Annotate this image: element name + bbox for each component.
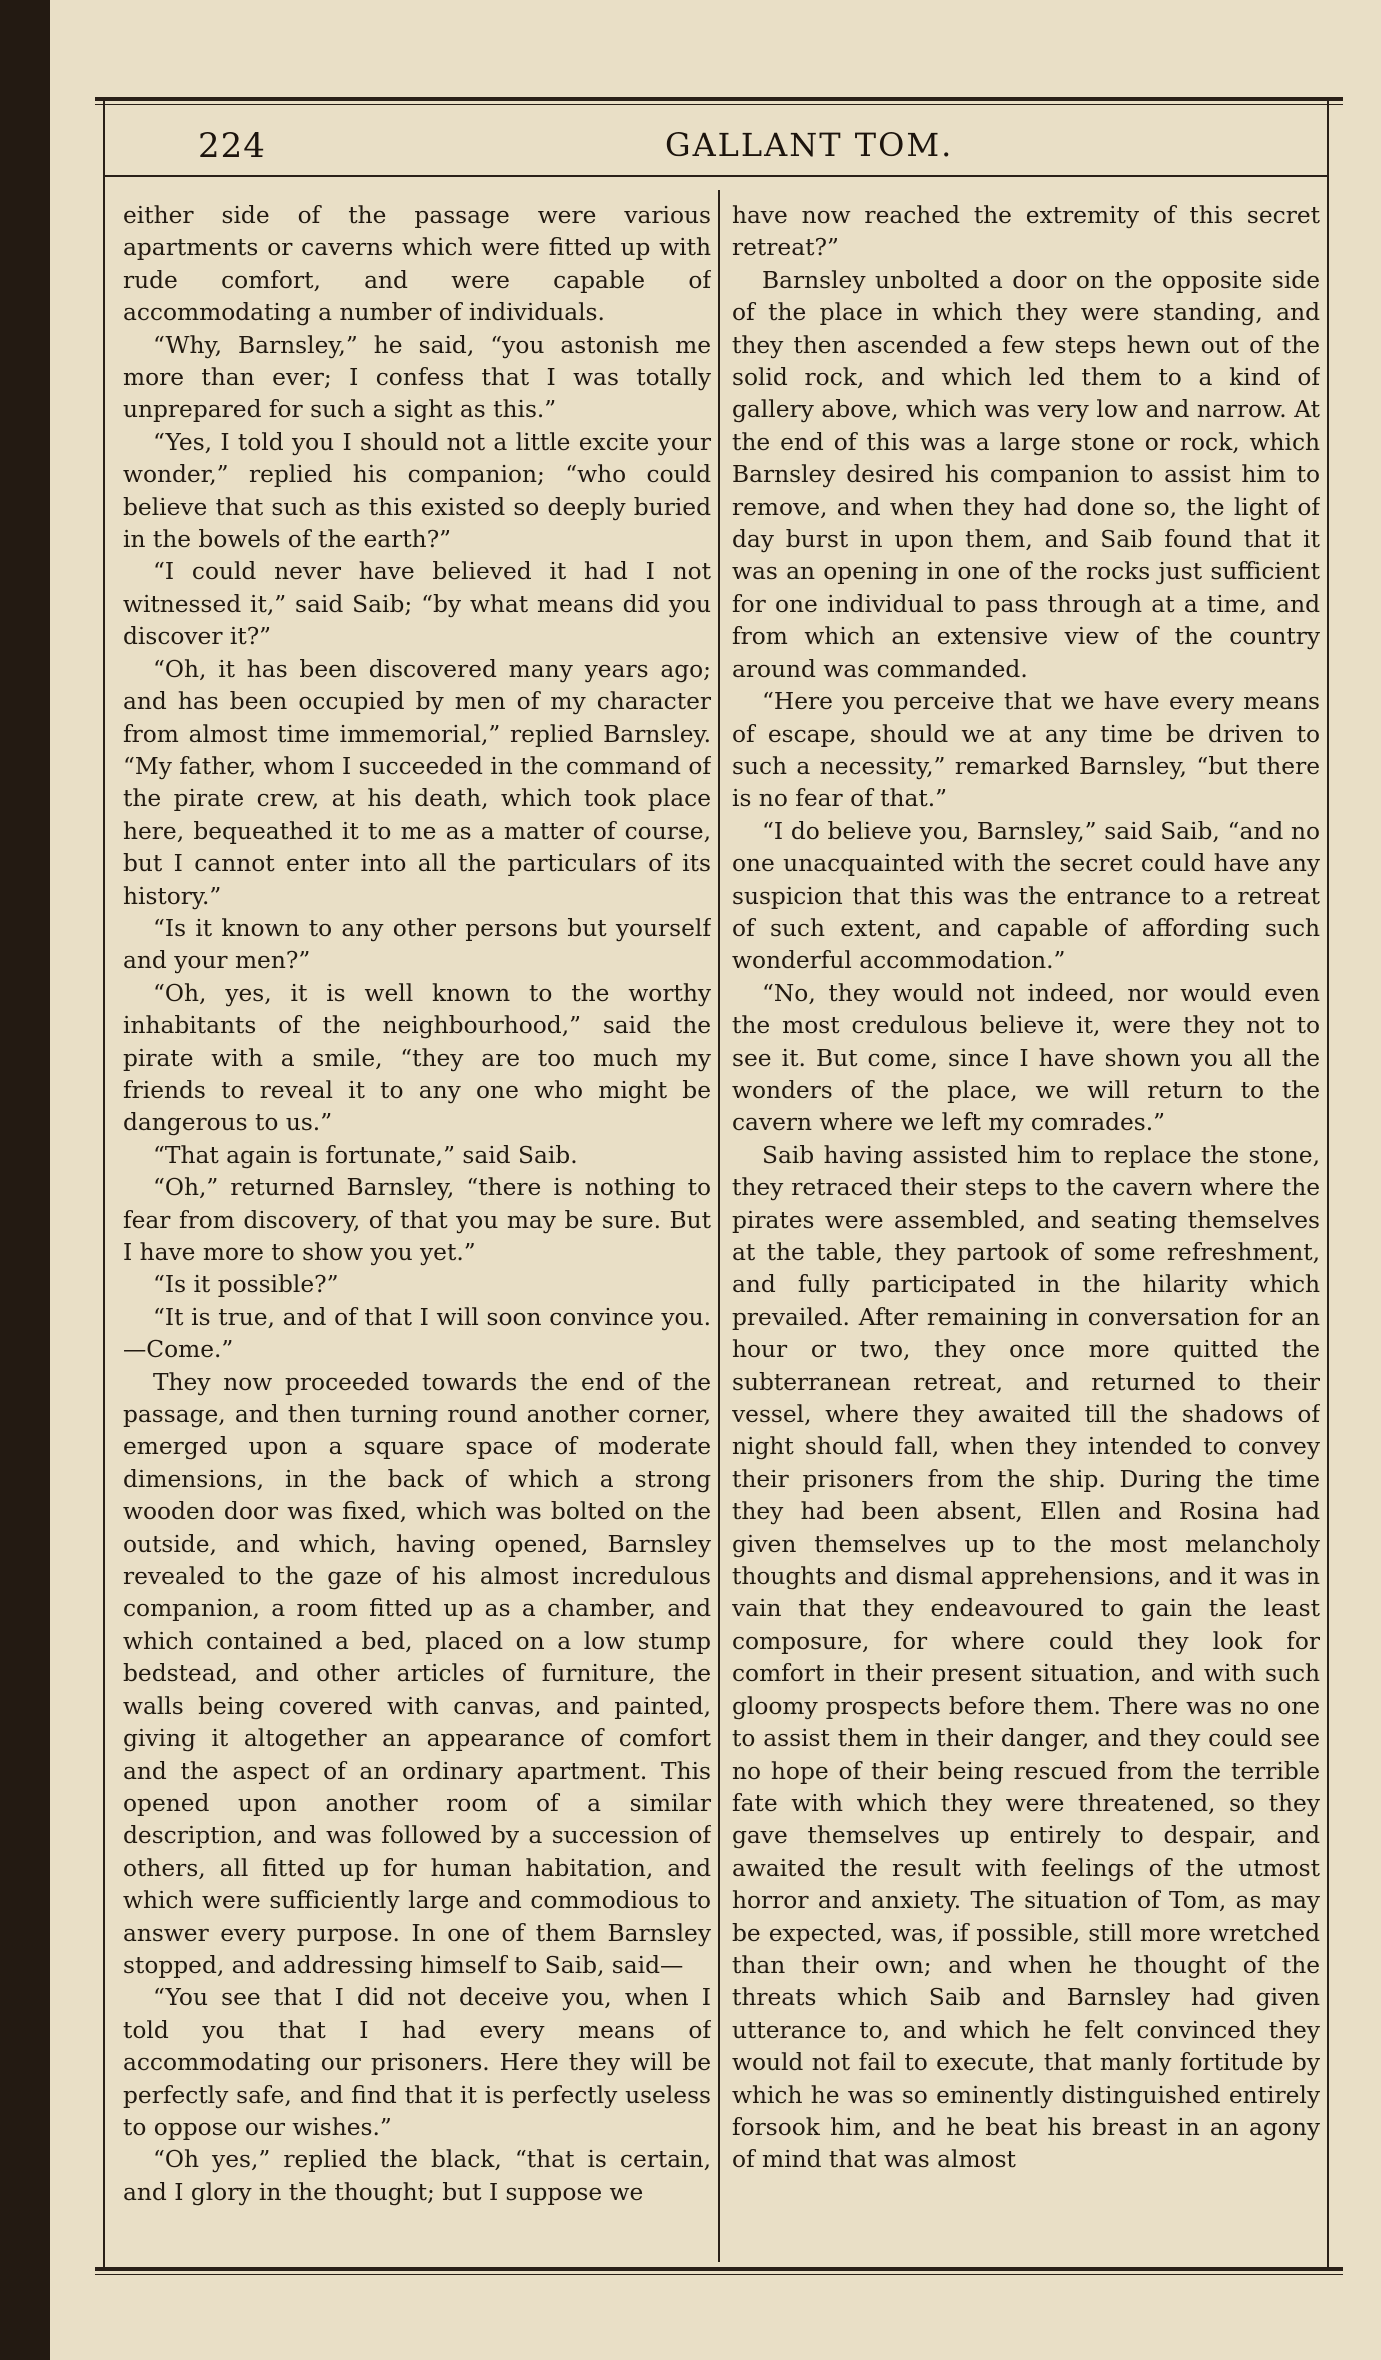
paragraph: “Oh, it has been discovered many years ago; and has been occupied by men of my character from almost time immemorial,” replied Barnsley. “My father, whom I succeeded in the command of the pirate crew, at his death, which took place here, bequeathed it to me as a matter of course, but I cannot enter into all the particulars of its history.” [123, 655, 711, 910]
paragraph: have now reached the extremity of this secret retreat?” [732, 202, 1320, 262]
text-column-left [123, 200, 711, 2255]
paragraph: “It is true, and of that I will soon convince you.—Come.” [123, 1303, 711, 1364]
bottom-border-rule-thin [95, 2274, 1343, 2275]
page-number: 224 [198, 126, 266, 166]
paragraph: “Yes, I told you I should not a little excite your wonder,” replied his companion; “who could believe that such as this existed so deeply buried in the bowels of the earth?” [123, 428, 711, 554]
paragraph: “I do believe you, Barnsley,” said Saib, “and no one unacquainted with the secret could have any suspicion that this was the entrance to a retreat of such extent, and capable of affording such wonderful accommodation.” [732, 817, 1320, 975]
top-border-rule [95, 97, 1343, 101]
left-border-rule [103, 101, 105, 2269]
paragraph: “Is it possible?” [153, 1271, 339, 1299]
paragraph: “Is it known to any other persons but yourself and your men?” [123, 914, 711, 975]
page-sheet [50, 0, 1381, 2360]
column-divider [718, 190, 720, 2262]
paragraph: “That again is fortunate,” said Saib. [153, 1141, 578, 1169]
top-border-rule-thin [95, 104, 1343, 105]
right-border-rule [1327, 101, 1329, 2269]
text-column-right [732, 200, 1320, 2255]
running-title: GALLANT TOM. [665, 126, 954, 164]
paragraph: “Oh, yes, it is well known to the worthy inhabitants of the neighbourhood,” said the pirate with a smile, “they are too much my friends to reveal it to any one who might be dangerous to us.” [123, 979, 711, 1137]
paragraph: “Oh,” returned Barnsley, “there is nothing to fear from discovery, of that you may be sure. But I have more to show you yet.” [123, 1174, 711, 1266]
paragraph: “No, they would not indeed, nor would even the most credulous believe it, were they not to see it. But come, since I have shown you all the wonders of the place, we will return to the cavern where we left my comrades.” [732, 979, 1320, 1137]
paragraph: “Oh yes,” replied the black, “that is certain, and I glory in the thought; but I suppose we [123, 2146, 711, 2206]
paragraph: Barnsley unbolted a door on the opposite side of the place in which they were standing, and they then ascended a few steps hewn out of the solid rock, and which led them to a kind of gallery above, which was very low and narrow. At the end of this was a large stone or rock, which Barnsley desired his companion to assist him to remove, and when they had done so, the light of day burst in upon them, and Saib found that it was an opening in one of the rocks just sufficient for one individual to pass through at a time, and from which an extensive view of the country around was commanded. [732, 266, 1320, 683]
paragraph: either side of the passage were various apartments or caverns which were fitted up with rude comfort, and were capable of accommodating a number of individuals. [123, 202, 711, 327]
paragraph: Saib having assisted him to replace the stone, they retraced their steps to the cavern where the pirates were assembled, and seating themselves at the table, they partook of some refreshment, and fully participated in the hilarity which prevailed. After remaining in conversation for an hour or two, they once more quitted the subterranean retreat, and returned to their vessel, where they awaited till the shadows of night should fall, when they intended to convey their prisoners from the ship. During the time they had been absent, Ellen and Rosina had given themselves up to the most melancholy thoughts and dismal apprehensions, and it was in vain that they endeavoured to gain the least composure, for where could they look for comfort in their present situation, and with such gloomy prospects before them. There was no one to assist them in their danger, and they could see no hope of their being rescued from the terrible fate with which they were threatened, so they gave themselves up entirely to despair, and awaited the result with feelings of the utmost horror and anxiety. The situation of Tom, as may be expected, was, if possible, still more wretched than their own; and when he thought of the threats which Saib and Barnsley had given utterance to, and which he felt convinced they would not fail to execute, that manly fortitude by which he was so eminently distinguished entirely forsook him, and he beat his breast in an agony of mind that was almost [732, 1141, 1320, 2174]
bottom-border-rule [95, 2267, 1343, 2271]
paragraph: “You see that I did not deceive you, when I told you that I had every means of accommodating our prisoners. Here they will be perfectly safe, and find that it is perfectly useless to oppose our wishes.” [123, 1984, 711, 2141]
paragraph: “Why, Barnsley,” he said, “you astonish me more than ever; I confess that I was totally unprepared for such a sight as this.” [123, 331, 711, 424]
paragraph: “Here you perceive that we have every means of escape, should we at any time be driven to such a necessity,” remarked Barnsley, “but there is no fear of that.” [732, 688, 1320, 813]
header-rule [103, 175, 1329, 177]
paragraph: “I could never have believed it had I not witnessed it,” said Saib; “by what means did you discover it?” [123, 558, 711, 651]
paragraph: They now proceeded towards the end of the passage, and then turning round another corner, emerged upon a square space of moderate dimensions, in the back of which a strong wooden door was fixed, which was bolted on the outside, and which, having opened, Barnsley revealed to the gaze of his almost incredulous companion, a room fitted up as a chamber, and which contained a bed, placed on a low stump bedstead, and other articles of furniture, the walls being covered with canvas, and painted, giving it altogether an appearance of comfort and the aspect of an ordinary apartment. This opened upon another room of a similar description, and was followed by a succession of others, all fitted up for human habitation, and which were sufficiently large and commodious to answer every purpose. In one of them Barnsley stopped, and addressing himself to Saib, said— [123, 1368, 711, 1979]
